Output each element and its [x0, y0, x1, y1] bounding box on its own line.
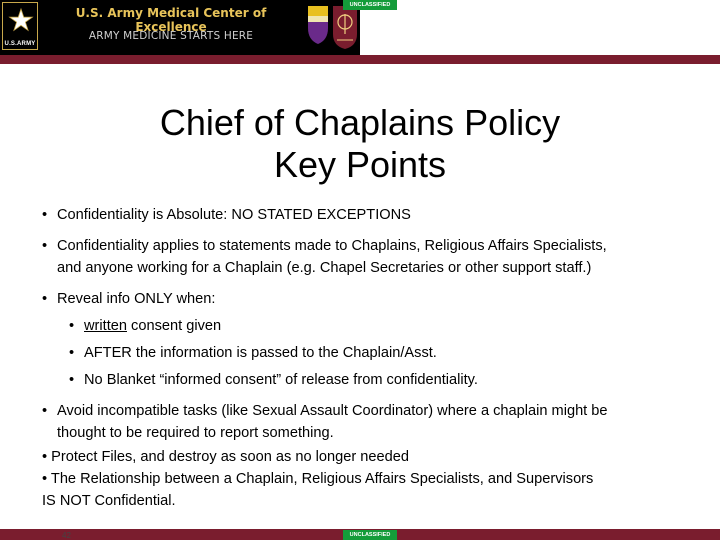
bullet-glyph: • [69, 372, 75, 388]
footer-divider [0, 526, 720, 529]
slide-title-line2: Key Points [273, 144, 447, 185]
bullet-text-line2: IS NOT Confidential. [42, 493, 176, 509]
header-accent-bar [0, 55, 720, 64]
bullet-text: consent given [126, 318, 222, 334]
bullet-list [42, 204, 702, 512]
bullet-text: No Blanket “informed consent” of release from confidentiality. [84, 372, 478, 388]
bullet-glyph: • [69, 318, 75, 334]
sub-bullet-no-blanket-consent [69, 369, 702, 391]
bullet-text: Confidentiality is Absolute: NO STATED EXCEPTIONS [57, 207, 411, 223]
bullet-text-line2: thought to be required to report something. [57, 425, 334, 441]
bullet-text-line2: and anyone working for a Chaplain (e.g. Chapel Secretaries or other support staff.) [57, 260, 592, 276]
us-army-logo [2, 2, 38, 50]
header-white-panel [360, 0, 720, 55]
underlined-word: written [84, 318, 127, 334]
bullet-text: AFTER the information is passed to the Chaplain/Asst. [84, 345, 437, 361]
header-black-panel [0, 0, 360, 55]
bullet-text-line1: Confidentiality applies to statements made to Chaplains, Religious Affairs Specialists, [57, 238, 607, 254]
sub-bullet-after-passed [69, 342, 702, 364]
classification-banner-top: UNCLASSIFIED [343, 0, 397, 10]
bullet-protect-files [42, 446, 702, 468]
slide-title-line1: Chief of Chaplains Policy [159, 102, 561, 143]
bullet-text: Protect Files, and destroy as soon as no longer needed [51, 449, 409, 465]
bullet-glyph: • [42, 291, 48, 307]
bullet-text-line1: Avoid incompatible tasks (like Sexual Assault Coordinator) where a chaplain might be [57, 403, 608, 419]
regimental-crest-icon [306, 2, 330, 46]
bullet-glyph: • [42, 238, 48, 254]
bullet-glyph: • [42, 471, 48, 487]
bullet-reveal-info [42, 288, 702, 310]
medical-department-emblem-icon [332, 4, 358, 50]
bullet-confidentiality-applies [42, 235, 702, 279]
army-wordmark: U.S.ARMY [4, 41, 36, 47]
sub-bullet-written-consent [69, 315, 702, 337]
bullet-confidentiality-absolute [42, 204, 702, 226]
org-title: U.S. Army Medical Center of Excellence [75, 6, 267, 34]
bullet-text: Reveal info ONLY when: [57, 291, 216, 307]
bullet-glyph: • [42, 449, 48, 465]
org-tagline: ARMY MEDICINE STARTS HERE [88, 30, 254, 42]
army-star-icon [7, 6, 35, 36]
bullet-text-line1: The Relationship between a Chaplain, Religious Affairs Specialists, and Supervisors [50, 471, 594, 487]
bullet-avoid-incompatible-tasks [42, 400, 702, 444]
page-number: 42 [62, 531, 71, 540]
bullet-glyph: • [69, 345, 75, 361]
bullet-relationship-not-confidential [42, 468, 702, 512]
bullet-glyph: • [42, 207, 48, 223]
slide-title [0, 102, 720, 186]
bullet-glyph: • [42, 403, 48, 419]
classification-banner-bottom: UNCLASSIFIED [343, 530, 397, 540]
